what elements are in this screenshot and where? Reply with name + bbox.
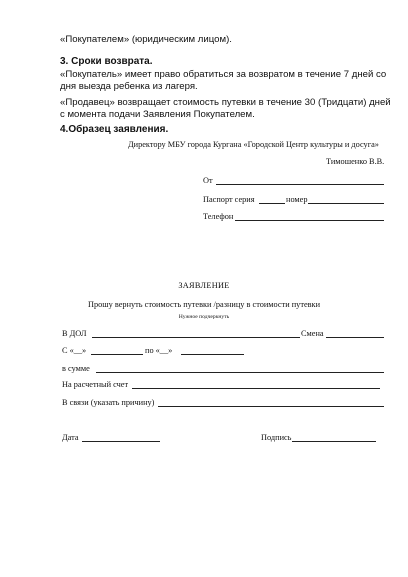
- shift-label: Смена: [301, 329, 324, 338]
- underline-hint: Нужное подчеркнуть: [178, 314, 230, 320]
- section3-para2-line2: с момента подачи Заявления Покупателем.: [60, 109, 255, 120]
- form-director-name: Тимошенко В.В.: [326, 157, 385, 166]
- dol-field-line: [92, 337, 300, 338]
- date-to-line: [181, 354, 244, 355]
- reason-field-line: [158, 406, 384, 407]
- signature-field-line: [292, 441, 376, 442]
- form-addressee: Директору МБУ города Кургана «Городской Центр культуры и досуга»: [128, 140, 379, 149]
- date-from-label: С «__»: [62, 346, 87, 355]
- shift-field-line: [326, 337, 384, 338]
- intro-line: «Покупателем» (юридическим лицом).: [60, 34, 232, 45]
- account-label: На расчетный счет: [62, 380, 129, 389]
- dol-label: В ДОЛ: [62, 329, 87, 338]
- phone-field-line: [235, 220, 384, 221]
- date-label: Дата: [62, 433, 79, 442]
- date-from-line: [91, 354, 143, 355]
- section4-heading: 4.Образец заявления.: [60, 124, 169, 135]
- form-request: Прошу вернуть стоимость путевки /разницу в стоимости путевки: [87, 300, 321, 309]
- signature-label: Подпись: [261, 433, 292, 442]
- form-title: ЗАЯВЛЕНИЕ: [178, 281, 230, 290]
- section3-heading: 3. Сроки возврата.: [60, 56, 153, 67]
- section3-para1-line2: дня выезда ребенка из лагеря.: [60, 81, 198, 92]
- section3-para2-line1: «Продавец» возвращает стоимость путевки в течение 30 (Тридцати) дней: [60, 97, 391, 108]
- date-field-line: [82, 441, 160, 442]
- passport-number-label: номер: [286, 195, 308, 204]
- phone-label: Телефон: [203, 212, 234, 221]
- date-to-label: по «__»: [145, 346, 173, 355]
- account-field-line: [132, 388, 380, 389]
- amount-field-line: [96, 372, 384, 373]
- amount-label: в сумме: [62, 364, 90, 373]
- from-label: От: [203, 176, 213, 185]
- section3-para1-line1: «Покупатель» имеет право обратиться за возвратом в течение 7 дней со: [60, 69, 387, 80]
- passport-series-line: [259, 203, 285, 204]
- passport-label: Паспорт серия: [203, 195, 255, 204]
- reason-label: В связи (указать причину): [62, 398, 155, 407]
- from-field-line: [216, 184, 384, 185]
- passport-number-line: [308, 203, 384, 204]
